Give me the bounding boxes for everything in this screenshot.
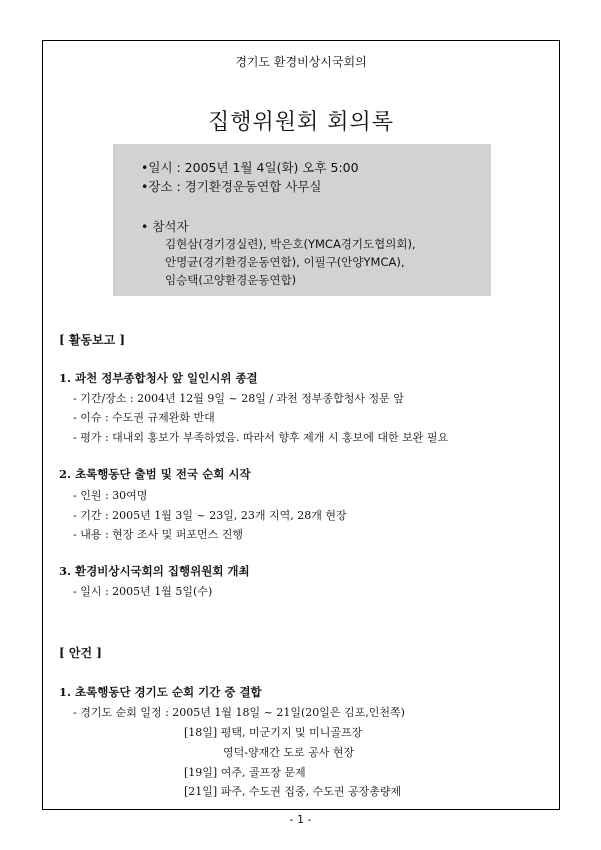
schedule-entry: [18일] 평택, 미군기지 및 미니골프장 (184, 726, 363, 739)
report-item-line: - 일시 : 2005년 1월 5일(수) (73, 585, 213, 598)
report-item-title: 3. 환경비상시국회의 집행위원회 개최 (59, 564, 250, 578)
agenda-heading: [ 안건 ] (59, 646, 102, 660)
meeting-datetime: •일시 : 2005년 1월 4일(화) 오후 5:00 (141, 160, 359, 175)
page-number: - 1 - (289, 813, 312, 826)
schedule-entry: [19일] 여주, 골프장 문제 (184, 766, 306, 779)
agenda-schedule-line: - 경기도 순회 일정 : 2005년 1월 18일 ~ 21일(20일은 김포,인천쪽) (73, 706, 405, 719)
schedule-entry: 영덕-양재간 도로 공사 현장 (223, 746, 355, 759)
report-item-title: 1. 과천 정부종합청사 앞 일인시위 종결 (59, 371, 258, 385)
report-item-line: - 이슈 : 수도권 규제완화 반대 (73, 411, 215, 424)
meeting-place: •장소 : 경기환경운동연합 사무실 (141, 179, 322, 194)
report-item-line: - 기간 : 2005년 1월 3일 ~ 23일, 23개 지역, 28개 현장 (73, 509, 347, 522)
attendee-line: 김현삼(경기경실련), 박은호(YMCA경기도협의회), (165, 237, 416, 251)
attendee-line: 안명균(경기환경운동연합), 이필구(안양YMCA), (165, 255, 405, 269)
attendees-label: • 참석자 (141, 219, 189, 234)
report-item-line: - 인원 : 30여명 (73, 489, 148, 502)
agenda-item-title: 1. 초록행동단 경기도 순회 기간 중 결합 (59, 685, 262, 699)
schedule-entry: [21일] 파주, 수도권 집중, 수도권 공장총량제 (184, 785, 402, 798)
meeting-info-box (113, 144, 491, 296)
report-item-line: - 평가 : 대내외 홍보가 부족하였음. 따라서 향후 제개 시 홍보에 대한 보완 필요 (73, 431, 449, 444)
report-item-title: 2. 초록행동단 출범 및 전국 순회 시작 (59, 467, 251, 481)
attendee-line: 임승택(고양환경운동연합) (165, 273, 297, 287)
page-frame (42, 40, 560, 810)
activity-report-heading: [ 활동보고 ] (59, 333, 126, 347)
report-item-line: - 기간/장소 : 2004년 12월 9일 ~ 28일 / 과천 정부종합청사 정문 앞 (73, 392, 404, 405)
report-item-line: - 내용 : 현장 조사 및 퍼포먼스 진행 (73, 528, 244, 541)
organization-name: 경기도 환경비상시국회의 (235, 55, 367, 69)
document-title: 집행위원회 회의록 (207, 110, 394, 135)
